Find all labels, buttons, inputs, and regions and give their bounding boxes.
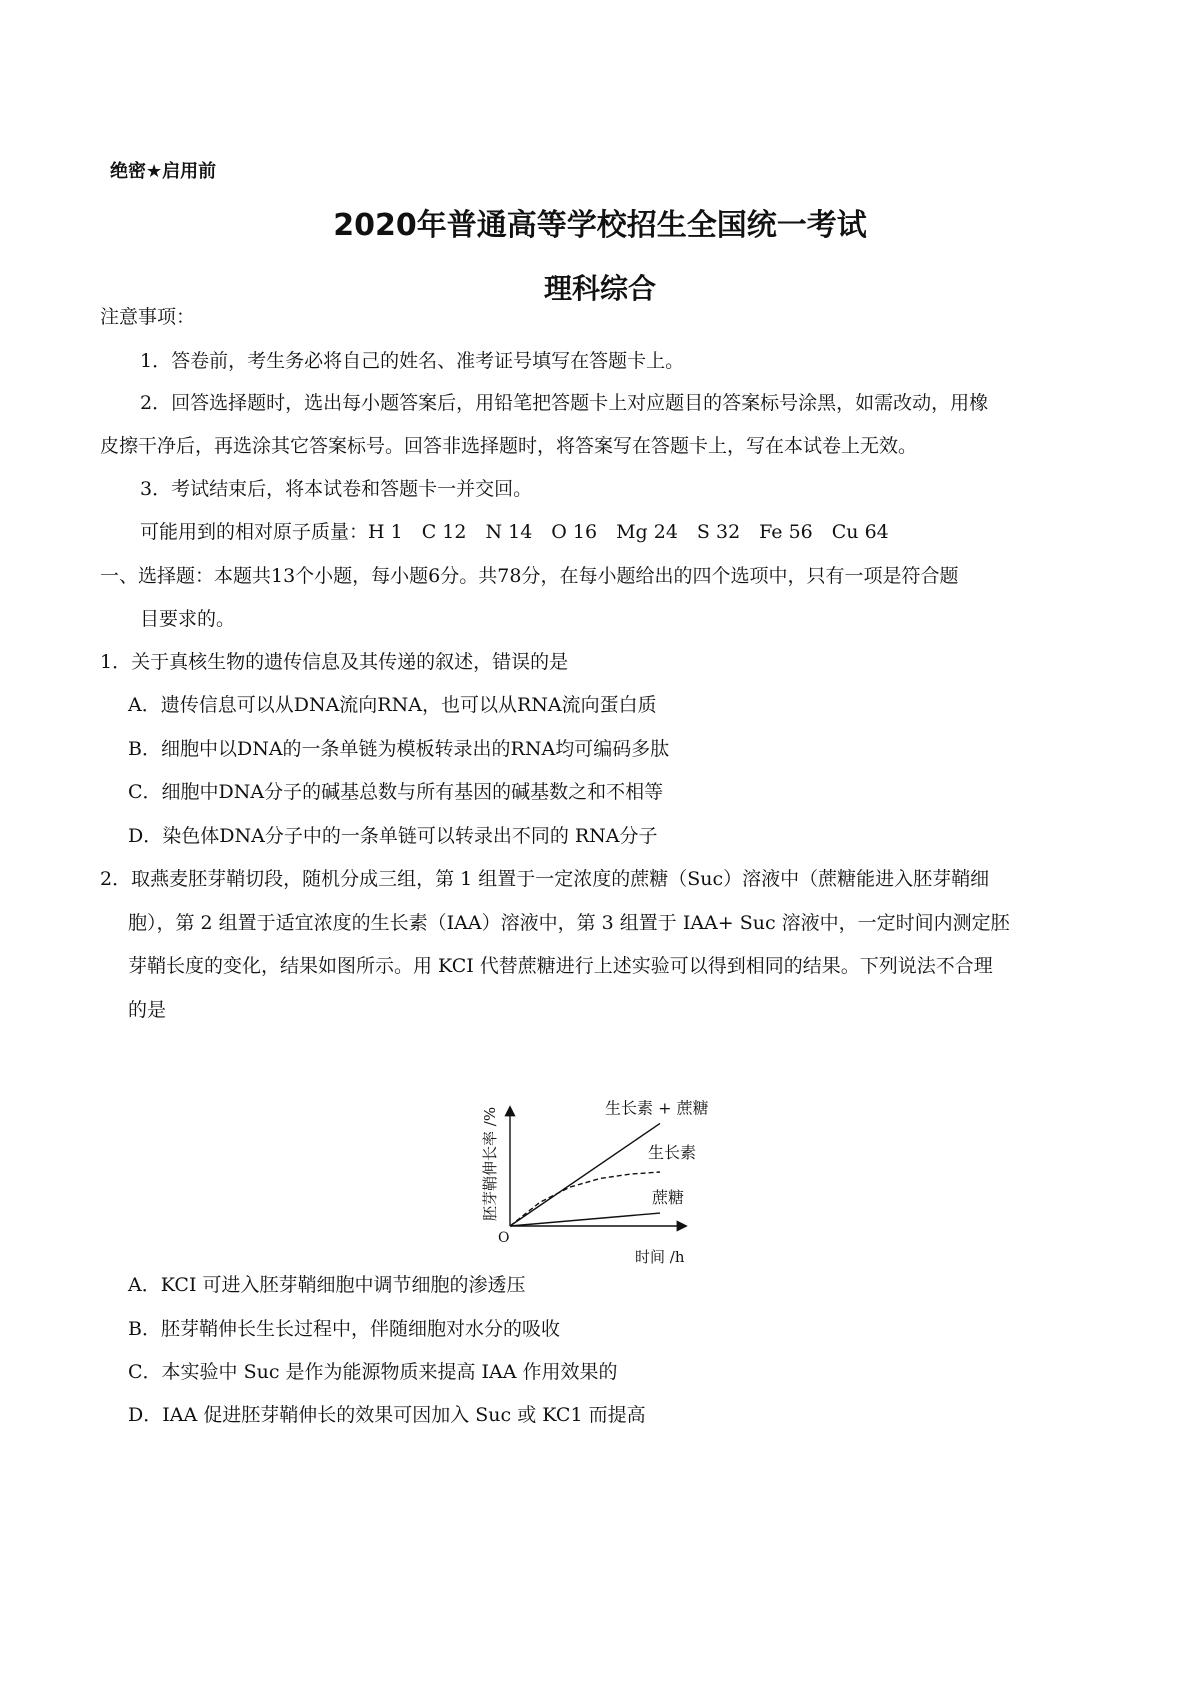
confidential-label: 绝密★启用前 (110, 161, 217, 182)
notice-item-2-line-2: 皮擦干净后，再选涂其它答案标号。回答非选择题时，将答案写在答题卡上，写在本试卷上无效。 (100, 435, 918, 457)
atomic-mass-line: 可能用到的相对原子质量：H 1 C 12 N 14 O 16 Mg 24 S 32 Fe 56 Cu 64 (140, 521, 889, 543)
section-1-heading: 一、选择题：本题共13个小题，每小题6分。共78分，在每小题给出的四个选项中，只有一项是符合题 (100, 565, 959, 587)
exam-subtitle: 理科综合 (543, 272, 656, 305)
q1-option-d: D．染色体DNA分子中的一条单链可以转录出不同的 RNA分子 (128, 825, 658, 847)
q2-stem-line-4: 的是 (128, 999, 167, 1021)
q2-option-a: A．KCI 可进入胚芽鞘细胞中调节细胞的渗透压 (128, 1274, 526, 1296)
series-label-iaa: 生长素 (648, 1143, 697, 1162)
series-line-2 (510, 1213, 660, 1226)
q1-stem: 1．关于真核生物的遗传信息及其传递的叙述，错误的是 (100, 651, 569, 673)
q1-option-b: B．细胞中以DNA的一条单链为模板转录出的RNA均可编码多肽 (128, 738, 670, 760)
series-line-0 (510, 1123, 660, 1226)
y-axis-label: 胚芽鞘伸长率 /% (481, 1106, 499, 1221)
series-label-suc: 蔗糖 (652, 1188, 685, 1208)
notice-item-1: 1．答卷前，考生务必将自己的姓名、准考证号填写在答题卡上。 (140, 350, 685, 372)
notice-item-2-line-1: 2．回答选择题时，选出每小题答案后，用铅笔把答题卡上对应题目的答案标号涂黑，如需改动，用橡 (140, 392, 989, 414)
q2-option-c: C．本实验中 Suc 是作为能源物质来提高 IAA 作用效果的 (128, 1361, 618, 1383)
exam-title: 2020年普通高等学校招生全国统一考试 (333, 208, 867, 243)
q2-stem-line-2: 胞），第 2 组置于适宜浓度的生长素（IAA）溶液中，第 3 组置于 IAA+ Suc 溶液中，一定时间内测定胚 (128, 912, 1010, 934)
elongation-chart (470, 1098, 709, 1268)
q2-stem-line-1: 2．取燕麦胚芽鞘切段，随机分成三组，第 1 组置于一定浓度的蔗糖（Suc）溶液中（蔗糖能进入胚芽鞘细 (100, 868, 990, 890)
q2-stem-line-3: 芽鞘长度的变化，结果如图所示。用 KCI 代替蔗糖进行上述实验可以得到相同的结果。下列说法不合理 (128, 955, 993, 977)
q2-option-d: D．IAA 促进胚芽鞘伸长的效果可因加入 Suc 或 KC1 而提高 (128, 1404, 646, 1426)
series-line-1 (510, 1172, 660, 1226)
notice-item-3: 3．考试结束后，将本试卷和答题卡一并交回。 (140, 478, 533, 500)
q2-option-b: B．胚芽鞘伸长生长过程中，伴随细胞对水分的吸收 (128, 1318, 560, 1340)
q1-option-a: A．遗传信息可以从DNA流向RNA，也可以从RNA流向蛋白质 (128, 694, 657, 716)
series-label-iaa-suc: 生长素 + 蔗糖 (605, 1098, 709, 1118)
section-1-heading-cont: 目要求的。 (140, 608, 236, 630)
notice-heading: 注意事项： (100, 306, 196, 328)
q1-option-c: C．细胞中DNA分子的碱基总数与所有基因的碱基数之和不相等 (128, 781, 664, 803)
origin-label: O (498, 1230, 510, 1246)
x-axis-label: 时间 /h (635, 1248, 685, 1266)
